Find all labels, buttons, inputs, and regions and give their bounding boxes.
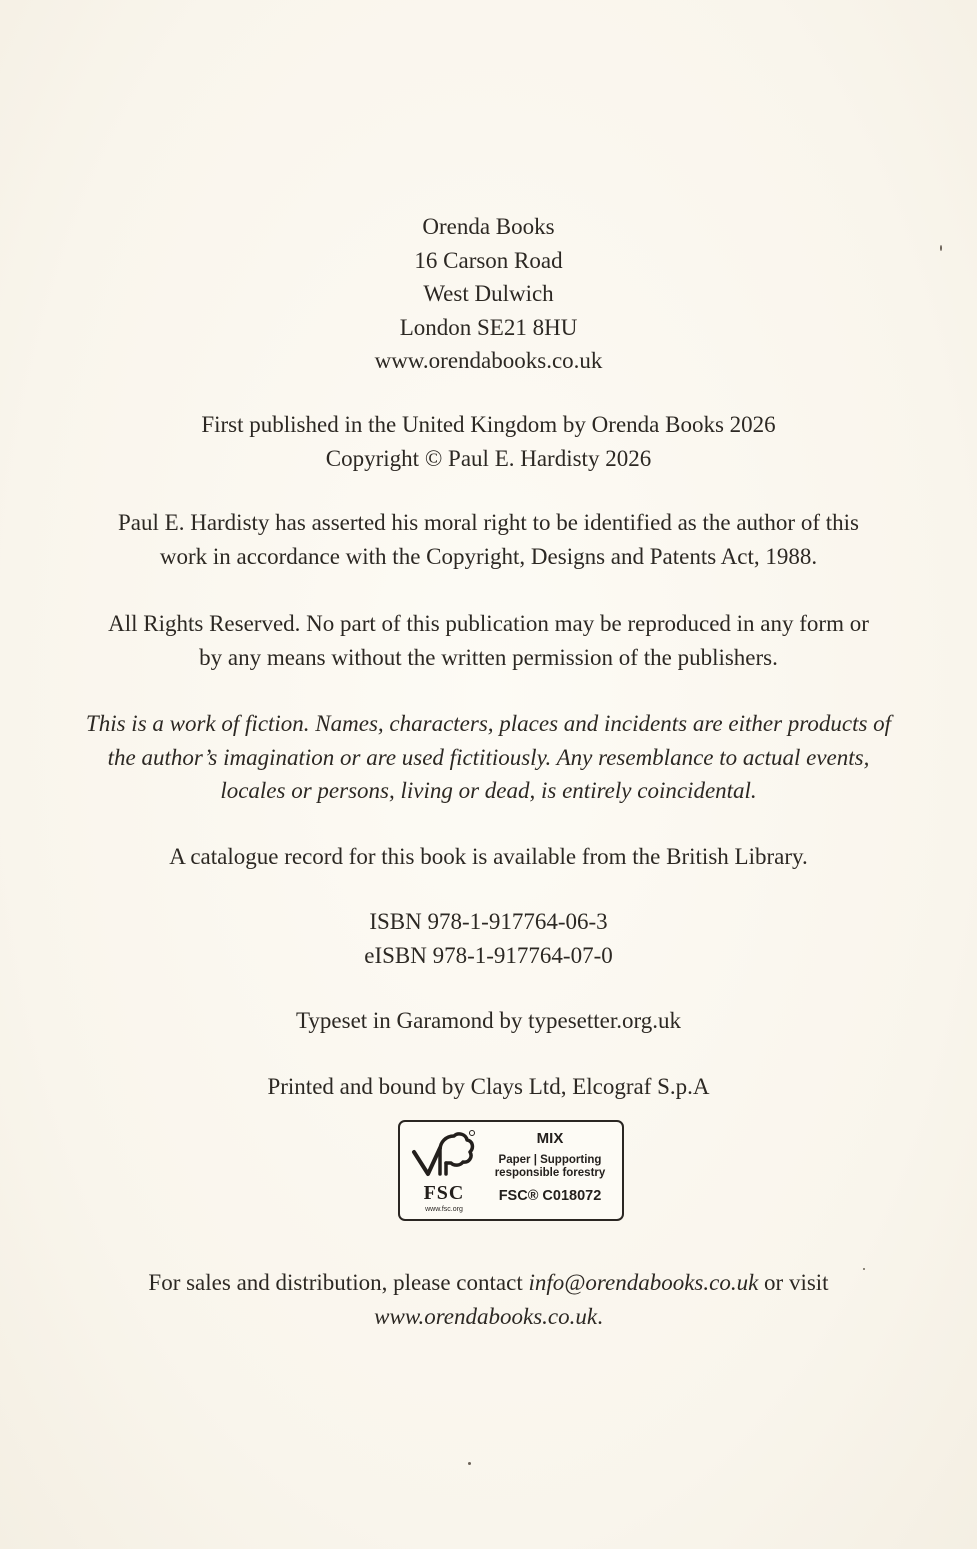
publisher-address xyxy=(0,210,977,378)
show-through-logo xyxy=(0,1385,977,1427)
paper-speck xyxy=(468,1462,471,1465)
moral-right-line-2: work in accordance with the Copyright, Designs and Patents Act, 1988. xyxy=(159,543,818,569)
publisher-city-postcode: London SE21 8HU xyxy=(399,314,578,340)
rights-reserved-line-1: All Rights Reserved. No part of this publication may be reproduced in any form or xyxy=(108,611,869,636)
rights-reserved-line-2: by any means without the written permission of the publishers. xyxy=(199,644,778,670)
rights-reserved-notice xyxy=(0,607,977,674)
catalogue-line: A catalogue record for this book is available from the British Library. xyxy=(169,844,808,869)
fiction-line-3: locales or persons, living or dead, is entirely coincidental. xyxy=(220,778,757,803)
isbn-print: ISBN 978-1-917764-06-3 xyxy=(369,909,608,934)
contact-prefix: For sales and distribution, please contact xyxy=(148,1270,529,1295)
show-through-title xyxy=(0,160,977,213)
fsc-url: www.fsc.org xyxy=(425,1206,463,1213)
fsc-mark: FSC xyxy=(423,1182,465,1204)
fsc-text xyxy=(482,1130,618,1205)
first-published-line: First published in the United Kingdom by Orenda Books 2026 xyxy=(201,412,776,437)
paper-speck xyxy=(863,1268,865,1270)
copyright-line: Copyright © Paul E. Hardisty 2026 xyxy=(325,445,652,471)
publisher-website: www.orendabooks.co.uk xyxy=(374,348,603,373)
contact-line-1 xyxy=(0,1266,977,1300)
isbn-ebook: eISBN 978-1-917764-07-0 xyxy=(364,942,613,968)
paper-speck xyxy=(940,245,942,251)
fsc-label xyxy=(398,1120,624,1221)
publication-notice xyxy=(0,408,977,475)
fiction-disclaimer xyxy=(0,707,977,808)
publisher-name: Orenda Books xyxy=(422,214,555,239)
contact-line-2 xyxy=(0,1300,977,1334)
publisher-area: West Dulwich xyxy=(423,281,554,306)
typeset-line: Typeset in Garamond by typesetter.org.uk xyxy=(295,1008,682,1033)
contact-email-link[interactable]: info@orendabooks.co.uk xyxy=(528,1270,759,1295)
fsc-license-code: FSC® C018072 xyxy=(498,1188,602,1204)
fsc-tree-icon xyxy=(410,1128,478,1182)
contact-notice xyxy=(0,1266,977,1333)
publisher-street: 16 Carson Road xyxy=(414,247,563,273)
moral-right-line-1: Paul E. Hardisty has asserted his moral right to be identified as the author of this xyxy=(118,510,859,535)
typeset-notice xyxy=(0,1004,977,1038)
fsc-logo xyxy=(406,1126,482,1218)
isbn-block xyxy=(0,905,977,972)
fiction-line-2: the author’s imagination or are used fictitiously. Any resemblance to actual events, xyxy=(107,744,870,770)
fsc-category: MIX xyxy=(536,1130,564,1147)
fiction-line-1: This is a work of fiction. Names, characters, places and incidents are either products of xyxy=(85,711,892,736)
contact-suffix: . xyxy=(597,1303,603,1329)
catalogue-notice xyxy=(0,840,977,874)
printed-line: Printed and bound by Clays Ltd, Elcograf S.p.A xyxy=(267,1074,710,1099)
contact-website-link[interactable]: www.orendabooks.co.uk xyxy=(374,1303,598,1329)
fsc-description-line-1: Paper | Supporting xyxy=(498,1154,602,1166)
moral-right-notice xyxy=(0,506,977,573)
printed-notice xyxy=(0,1070,977,1104)
contact-middle: or visit xyxy=(758,1270,829,1295)
fsc-description-line-2: responsible forestry xyxy=(494,1167,606,1179)
